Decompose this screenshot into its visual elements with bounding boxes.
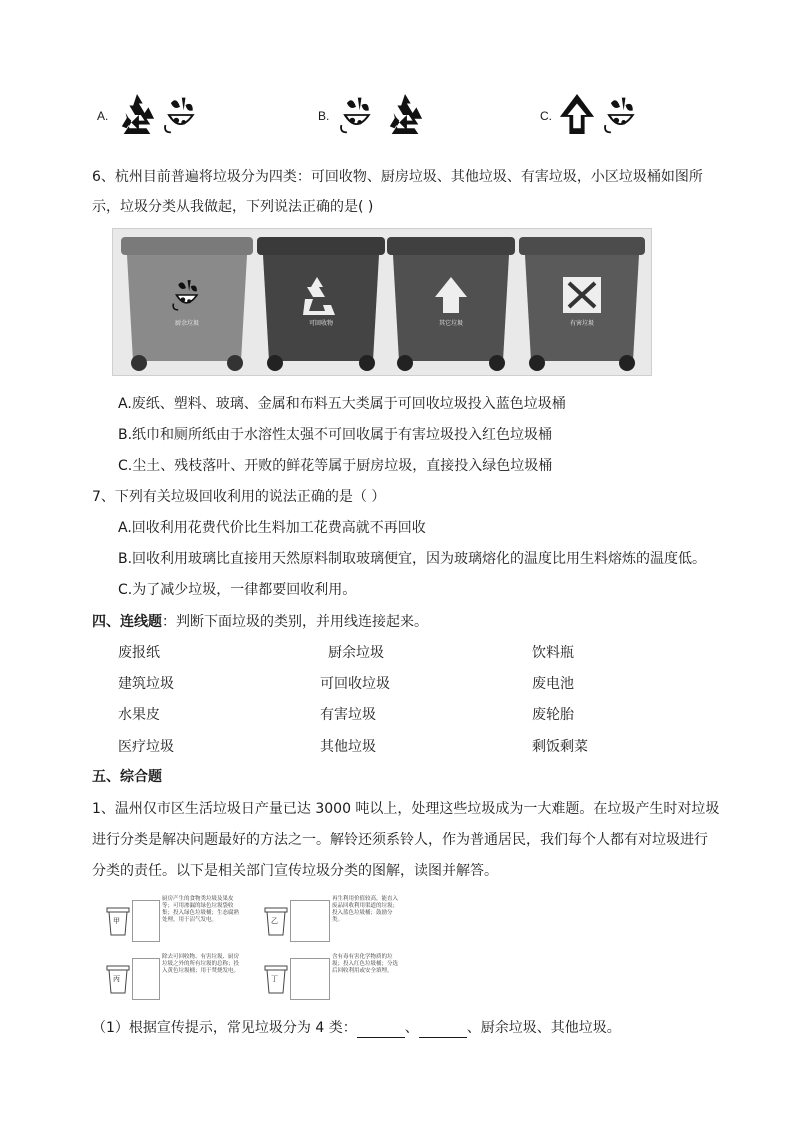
match-col3-item: 饮料瓶 <box>532 645 574 661</box>
section4-instruction: ：判断下面垃圾的类别，并用线连接起来。 <box>162 614 428 630</box>
match-col3-item: 废电池 <box>532 676 574 692</box>
match-col1-item: 建筑垃圾 <box>118 676 174 692</box>
sorting-guide-figure <box>104 894 404 1004</box>
section5-para-line-1: 1、温州仅市区生活垃圾日产量已达 3000 吨以上，处理这些垃圾成为一大难题。在垃圾产生时对垃圾 <box>92 801 720 817</box>
panel-text: 含有毒有害化学物质的垃圾；投入红色垃圾桶；分选后回收利用或安全填埋。 <box>332 954 399 974</box>
option-c-letter: C. <box>540 109 552 123</box>
panel-text: 除去可回收物、有害垃圾、厨房垃圾之外的所有垃圾的总称；投入黄色垃圾桶；用于焚烧发电。 <box>162 954 240 974</box>
panel-tag: 丙 <box>113 975 120 983</box>
other-waste-icon <box>558 92 596 136</box>
q6-line-1: 6、杭州目前普遍将垃圾分为四类：可回收物、厨房垃圾、其他垃圾、有害垃圾，小区垃圾桶如图所 <box>92 169 703 185</box>
match-col2-item: 厨余垃圾 <box>328 645 384 661</box>
panel-tag: 丁 <box>271 975 278 983</box>
panel-text: 再生利用价值较高，能直入废品回收利用渠道的垃圾；投入蓝色垃圾桶；鼓励分类。 <box>332 896 399 923</box>
bin-harmful-waste <box>519 237 645 371</box>
match-col2-item: 可回收垃圾 <box>320 676 390 692</box>
answer-blank-2[interactable] <box>419 1023 467 1038</box>
match-col2-item: 有害垃圾 <box>320 707 376 723</box>
guide-panel-yi <box>262 894 402 946</box>
q7-option-a: A.回收利用花费代价比生料加工花费高就不再回收 <box>118 520 426 536</box>
option-a-letter: A. <box>97 109 109 123</box>
sub1-suffix: 、厨余垃圾、其他垃圾。 <box>466 1020 621 1036</box>
matching-grid <box>0 643 794 767</box>
bin-recyclable <box>257 237 385 371</box>
section4-title <box>92 612 428 632</box>
bin-label: 其它垃圾 <box>438 320 464 327</box>
section5-heading: 五、综合题 <box>92 769 162 785</box>
section4-heading: 四、连线题 <box>92 614 162 630</box>
section5-para-line-3: 分类的责任。以下是相关部门宣传垃圾分类的图解，读图并解答。 <box>92 863 498 879</box>
match-col1-item: 水果皮 <box>118 707 160 723</box>
q7-option-c: C.为了减少垃圾，一律都要回收利用。 <box>118 582 357 598</box>
panel-tag: 甲 <box>113 917 120 925</box>
item-icons <box>290 900 330 942</box>
recycle-icon <box>386 92 424 136</box>
bin-label: 可回收物 <box>308 320 334 327</box>
match-col2-item: 其他垃圾 <box>320 739 376 755</box>
match-col1-item: 医疗垃圾 <box>118 739 174 755</box>
bins-photo <box>112 228 652 376</box>
section5-para-line-2: 进行分类是解决问题最好的方法之一。解铃还须系铃人，作为普通居民，我们每个人都有对垃圾进行 <box>92 832 708 848</box>
food-waste-icon <box>600 94 640 136</box>
guide-panel-ding <box>262 952 402 1004</box>
bins-illustration <box>113 229 651 375</box>
guide-panel-bing <box>104 952 244 1004</box>
sub1-prefix: （1）根据宣传提示，常见垃圾分为 4 类： <box>92 1020 357 1036</box>
panel-tag: 乙 <box>271 917 278 925</box>
match-col3-item: 废轮胎 <box>532 707 574 723</box>
item-icons <box>132 900 160 942</box>
q7-question: 7、下列有关垃圾回收利用的说法正确的是（ ） <box>92 489 386 505</box>
item-icons <box>290 958 330 1000</box>
match-col1-item: 废报纸 <box>118 645 160 661</box>
item-icons <box>132 958 160 1000</box>
option-b-letter: B. <box>318 109 330 123</box>
bin-label: 有害垃圾 <box>569 320 595 327</box>
bin-label: 厨余垃圾 <box>174 320 200 327</box>
q6-option-b: B.纸巾和厕所纸由于水溶性太强不可回收属于有害垃圾投入红色垃圾桶 <box>118 427 553 443</box>
q7-option-b: B.回收利用玻璃比直接用天然原料制取玻璃便宜，因为玻璃熔化的温度比用生料熔炼的温度低。 <box>118 551 707 567</box>
bin-other-waste <box>387 237 515 371</box>
q6-option-c: C.尘土、残枝落叶、开败的鲜花等属于厨房垃圾，直接投入绿色垃圾桶 <box>118 458 553 474</box>
food-waste-icon <box>160 94 200 136</box>
sub1-separator: 、 <box>404 1020 419 1036</box>
symbol-options-row <box>0 92 794 140</box>
panel-text: 厨房产生的食物类垃圾及果皮等；可用渗漏的绿色垃圾袋收集；投入绿色垃圾桶；生态腐熟处理，用于沼气发电。 <box>162 896 240 923</box>
answer-blank-1[interactable] <box>357 1023 405 1038</box>
guide-panel-jia <box>104 894 244 946</box>
match-col3-item: 剩饭剩菜 <box>532 739 588 755</box>
recycle-icon <box>118 92 156 136</box>
bin-kitchen-waste <box>121 237 253 371</box>
q6-line-2: 示，垃圾分类从我做起，下列说法正确的是( ) <box>92 199 374 215</box>
food-waste-icon <box>336 94 376 136</box>
sub-question-1 <box>92 1018 621 1038</box>
q6-option-a: A.废纸、塑料、玻璃、金属和布料五大类属于可回收垃圾投入蓝色垃圾桶 <box>118 396 566 412</box>
